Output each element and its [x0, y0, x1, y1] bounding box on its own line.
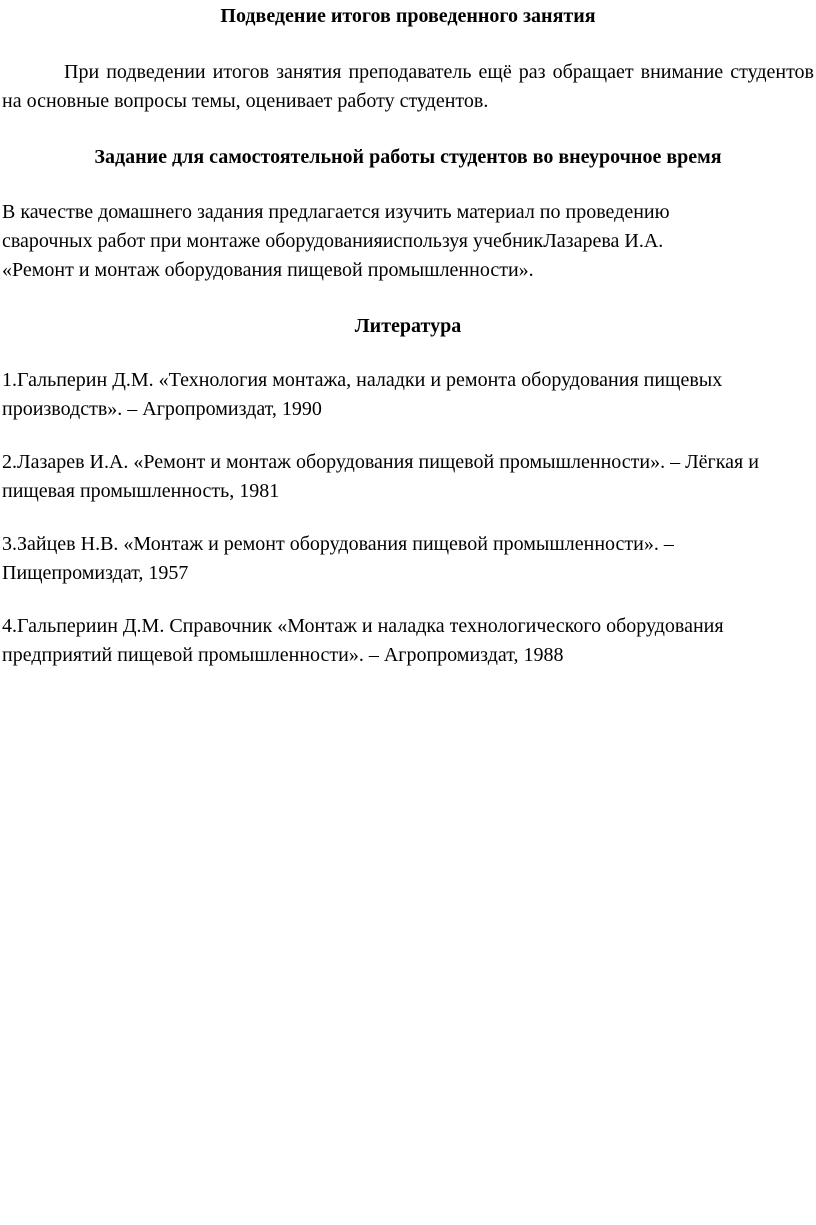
literature-item: 1.Гальперин Д.М. «Технология монтажа, наладки и ремонта оборудования пищевых производств». – Агропромиздат, 1990: [2, 369, 723, 420]
literature-item: 2.Лазарев И.А. «Ремонт и монтаж оборудования пищевой промышленности». – Лёгкая и пищевая промышленность, 1981: [2, 451, 759, 502]
homework-line: сварочных работ при монтаже оборудованияиспользуя учебникЛазарева И.А.: [2, 230, 664, 252]
literature-heading: Литература: [354, 315, 462, 337]
independent-work-heading: Задание для самостоятельной работы студентов во внеурочное время: [94, 146, 722, 168]
summary-paragraph: При подведении итогов занятия преподаватель ещё раз обращает внимание студентов на основные вопросы темы, оценивает работу студентов.: [2, 61, 814, 112]
literature-item: 4.Гальпериин Д.М. Справочник «Монтаж и наладка технологического оборудования предприятий пищевой промышленности». – Агропромиздат, 1988: [2, 615, 724, 666]
homework-paragraph: [2, 198, 814, 285]
literature-list: [2, 366, 802, 694]
homework-line: «Ремонт и монтаж оборудования пищевой промышленности».: [2, 259, 534, 281]
literature-item: 3.Зайцев Н.В. «Монтаж и ремонт оборудования пищевой промышленности». – Пищепромиздат, 1957: [2, 533, 674, 584]
summary-heading: Подведение итогов проведенного занятия: [220, 5, 596, 27]
homework-line: В качестве домашнего задания предлагается изучить материал по проведению: [2, 201, 670, 223]
